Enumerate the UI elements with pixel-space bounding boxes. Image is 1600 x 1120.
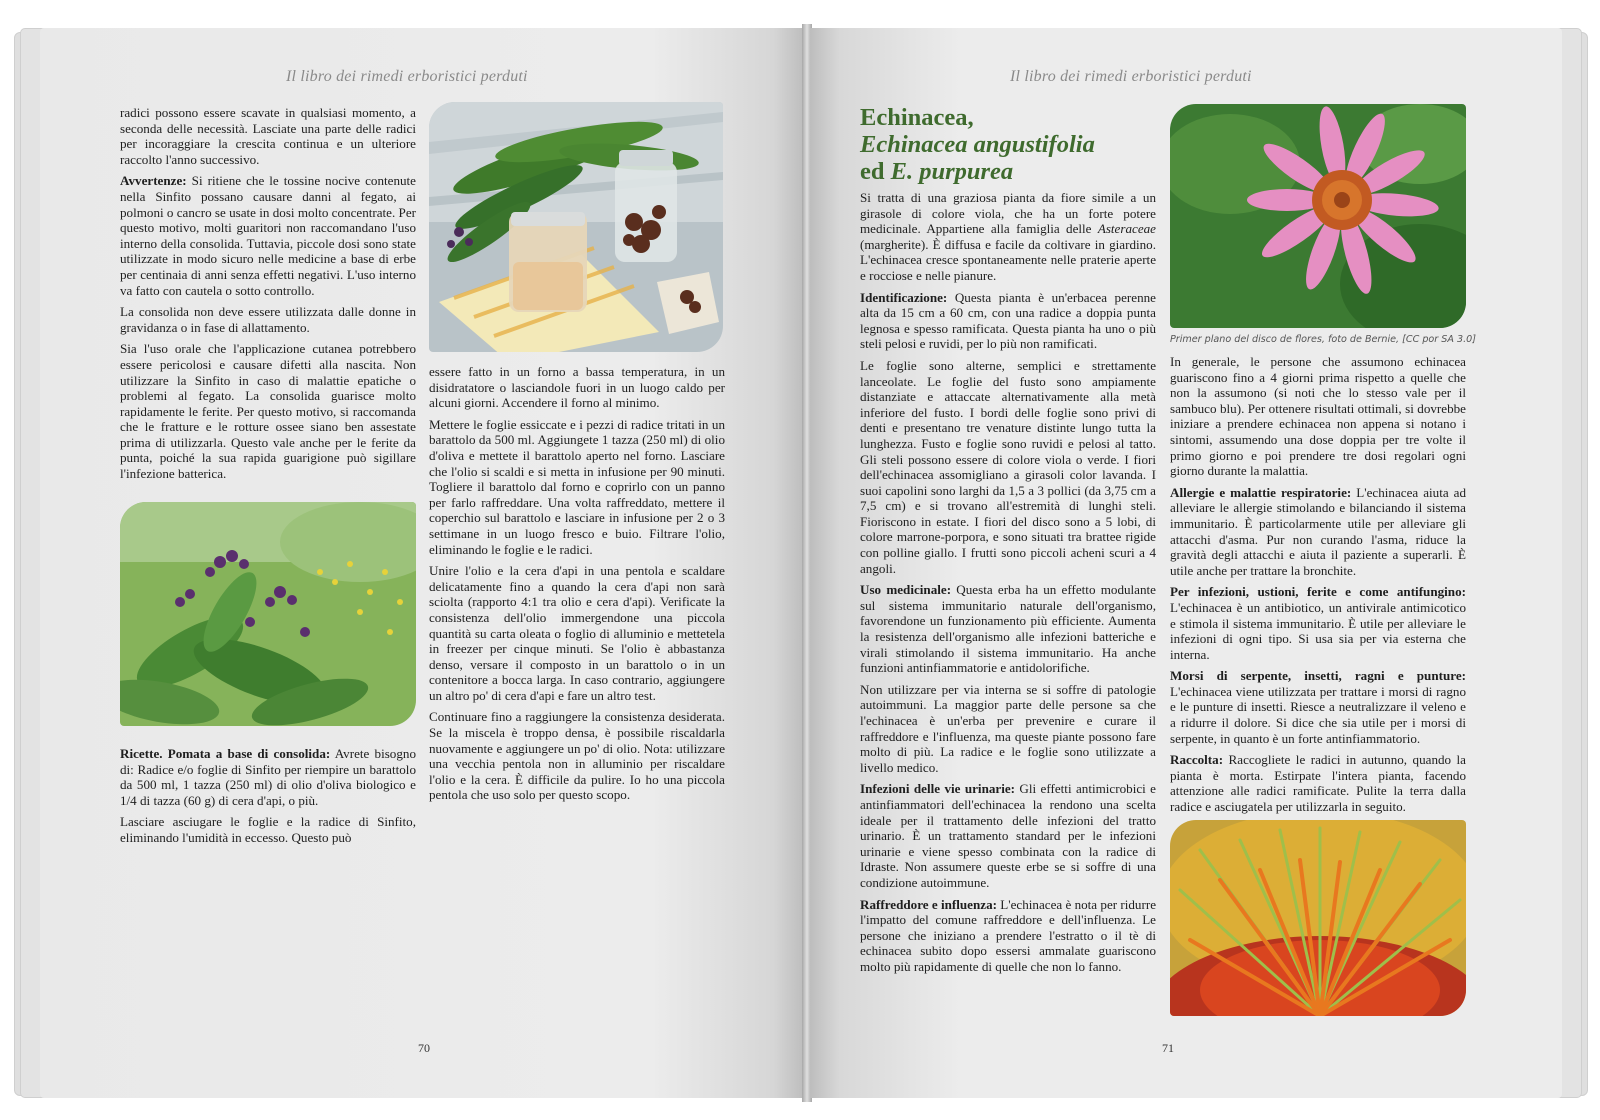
paragraph-text: Si ritiene che le tossine nocive contenute nella Sinfito possano causare danni al fegato, ai polmoni o cancro se usate in dosi molto concentrate. Per questo motivo, molti guaritori non raccomandano l'uso interno della consolida. Tuttavia, piccole dosi sono state utilizzate in modo sicuro nelle medicine a base di erbe per centinaia di anni senza effetti negativi. L'uso interno va fatto con cautela o sotto controllo. xyxy=(120,173,416,298)
paragraph xyxy=(860,190,1156,284)
paragraph-text: Questa pianta è un'erbacea perenne alta da 15 cm a 60 cm, con una radice a doppia punta legnosa e spesso ramificata. Questa pianta ha uno o più steli pelosi e ruvidi, per lo più non ramificati. xyxy=(860,289,1156,352)
paragraph xyxy=(120,746,416,808)
left-page xyxy=(40,28,804,1098)
paragraph-label: Raccolta: xyxy=(1170,752,1224,768)
paragraph-text: Avrete bisogno di: Radice e/o foglie di Sinfito per riempire un barattolo da 500 ml, 1 tazza (250 ml) di olio d'oliva biologico e 1/4 di tazza (60 g) di cera d'api, o più. xyxy=(120,746,416,808)
paragraph xyxy=(860,897,1156,975)
paragraph-label: Morsi di serpente, insetti, ragni e punture: xyxy=(1170,668,1466,684)
paragraph: Continuare fino a raggiungere la consistenza desiderata. Se la miscela è troppo densa, è possibile riscaldarla nuovamente e aggiungere un po' di olio. Nota: utilizzare una vecchia pentola non in alluminio per riscaldare l'olio e la cera. È difficile da pulire. Io ho una piccola pentola che uso solo per questo scopo. xyxy=(429,709,725,803)
paragraph xyxy=(860,582,1156,676)
paragraph-label: Infezioni delle vie urinarie: xyxy=(860,781,1016,797)
paragraph-text: Non utilizzare per via interna se si soffre di patologie autoimmuni. La maggior parte delle persone sa che l'echinacea è un'erba per prevenire e curare il raffreddore e l'influenza, ma queste piante possono fare molto di più. La radice e le foglie sono utilizzate a livello medico. xyxy=(860,681,1156,775)
left-column-2 xyxy=(429,364,725,809)
paragraph: Lasciare asciugare le foglie e la radice di Sinfito, eliminando l'umidità in eccesso. Questo può xyxy=(120,814,416,845)
paragraph: Mettere le foglie essiccate e i pezzi di radice tritati in un barattolo da 500 ml. Aggiungete 1 tazza (250 ml) di olio d'oliva e mettete il barattolo aperto nel forno. Lasciare che l'olio si scaldi e si metta in infusione per 90 minuti. Togliere il barattolo dal forno e coprirlo con un panno per farlo raffreddare. Una volta raffreddato, mettere il coperchio sul barattolo e lasciare in infusione per 2 o 3 settimane in un luogo fresco e buio. Filtrare l'olio, eliminando le foglie e le radici. xyxy=(429,416,725,557)
echinacea-flower-photo xyxy=(1170,104,1466,328)
paragraph-text: Raccogliete le radici in autunno, quando la pianta è morta. Estirpate l'intera pianta, facendo attenzione alle radici ramificate. Pulite la terra dalla radice e asciugatela per utilizzarla in seguito. xyxy=(1170,752,1466,815)
right-column-2 xyxy=(1170,354,1466,821)
paragraph-text: L'echinacea è nota per ridurre l'impatto del comune raffreddore e dell'influenza. Le persone che iniziano a prendere l'estratto o il tè di echinacea subito dopo essersi ammalate guariscono molto più rapidamente di quelle che non lo fanno. xyxy=(860,896,1157,974)
right-page xyxy=(810,28,1562,1098)
paragraph-label: Avvertenze: xyxy=(120,173,187,189)
paragraph-text: Gli effetti antimicrobici e antinfiammatori dell'echinacea la rendono una scelta ideale per il trattamento delle infezioni del tratto urinario. È un trattamento standard per le infezioni urinarie e viene spesso combinata con la radice di Idraste. Non assumere queste erbe se si soffre di una condizione autoimmune. xyxy=(860,781,1156,890)
paragraph: La consolida non deve essere utilizzata dalle donne in gravidanza o in fase di allattamento. xyxy=(120,304,416,335)
paragraph xyxy=(1170,485,1466,579)
paragraph-text: Questa erba ha un effetto modulante sul sistema immunitario naturale dell'organismo, favorendone un funzionamento più efficiente. Aumenta la resistenza dell'organismo alle infezioni batteriche e virali stimolando il sistema immunitario. Ha anche funzioni antinfiammatorie e antidolorifiche. xyxy=(860,582,1156,676)
paragraph xyxy=(1170,668,1466,746)
title-line-1: Echinacea, xyxy=(860,104,974,131)
paragraph xyxy=(1170,752,1466,814)
left-column-1 xyxy=(120,105,416,488)
paragraph-label: Raffreddore e influenza: xyxy=(860,896,997,912)
paragraph-text: L'echinacea è un antibiotico, un antivirale antimicotico e stimola il sistema immunitario. È utile per alleviare le infezioni di ogni tipo. Si usa sia per via esterna che interna. xyxy=(1170,599,1466,662)
paragraph-label: Allergie e malattie respiratorie: xyxy=(1170,484,1352,500)
left-column-1-bottom xyxy=(120,746,416,852)
paragraph xyxy=(860,682,1156,776)
open-book xyxy=(14,24,1586,1102)
paragraph-text: L'echinacea viene utilizzata per trattare i morsi di ragno e le punture di insetti. Riesce a neutralizzare il veleno e a ridurre il dolore. Si dice che sia utile per i morsi di serpente, in quanto è un forte antinfiammatorio. xyxy=(1170,683,1466,746)
paragraph-text: L'echinacea aiuta ad alleviare le allergie stimolando e bilanciando il sistema immunitario. È particolarmente utile per alleviare gli attacchi d'asma. Pur non curando l'asma, riduce la gravità degli attacchi e aiuta il paziente a superarli. È utile anche per trattare la bronchite. xyxy=(1170,484,1466,578)
paragraph-label: Per infezioni, ustioni, ferite e come antifungino: xyxy=(1170,584,1466,600)
paragraph-text: Le foglie sono alterne, semplici e strettamente lanceolate. Le foglie del fusto sono ampiamente distanziate e attaccate alternativamente alla metà inferiore del fusto. I bordi delle foglie sono privi di denti e presentano tre venature distinte lungo tutta la lunghezza. Fusto e foglie sono ruvidi e pelosi al tatto. Gli steli possono essere di colore viola o verde. I fiori dell'echinacea assomigliano a girasoli color lavanda. I suoi capolini sono larghi da 1,5 a 3 pollici (da 3,75 cm a 7,5 cm) e si trovano all'estremità di lunghi steli. Fioriscono in estate. I fiori del disco sono a 5 lobi, di colore marrone-porpora, e sono situati tra brattee rigide con polline giallo. I frutti sono piccoli acheni scuri a 4 angoli. xyxy=(860,357,1156,576)
running-header: Il libro dei rimedi erboristici perduti xyxy=(286,68,528,85)
page-number: 70 xyxy=(418,1041,430,1055)
paragraph xyxy=(1170,584,1466,662)
paragraph-label: Ricette. Pomata a base di consolida: xyxy=(120,746,331,761)
paragraph: Unire l'olio e la cera d'api in una pentola e scaldare delicatamente fino a quando la cera d'api non sarà sciolta (rapporto 4:1 tra olio e cera d'api). Verificate la consistenza dell'olio immergendone una piccola quantità su carta oleata o foglio di alluminio e mettetela in freezer per cinque minuti. Se l'olio è abbastanza denso, versare il composto in un barattolo o in un contenitore a bocca larga. In caso contrario, aggiungere un altro po' di cera d'api e fare un altro test. xyxy=(429,563,725,703)
paragraph xyxy=(860,781,1156,890)
echinacea-closeup-photo xyxy=(1170,820,1466,1016)
paragraph: radici possono essere scavate in qualsiasi momento, a seconda delle necessità. Lasciate una parte delle radici per incoraggiare la crescita continua e un ulteriore raccolto l'anno successivo. xyxy=(120,105,416,167)
paragraph-label: Identificazione: xyxy=(860,289,948,305)
title-line-2: Echinacea angustifolia xyxy=(860,131,1095,158)
chapter-title xyxy=(860,104,1150,185)
right-column-1 xyxy=(860,190,1156,981)
photo-caption: Primer plano del disco de flores, foto de Bernie, [CC por SA 3.0] xyxy=(1170,334,1476,345)
paragraph-text: Si tratta di una graziosa pianta da fiore simile a un girasole di colore viola, che ha un forte potere medicinale. Appartiene alla famiglia delle Asteraceae (margherite). È diffusa e facile da coltivare in giardino. L'echinacea cresce spontaneamente nelle praterie aperte e rocciose e nelle pianure. xyxy=(860,190,1156,283)
comfrey-plant-photo xyxy=(120,502,416,726)
running-header: Il libro dei rimedi erboristici perduti xyxy=(1010,68,1252,85)
paragraph xyxy=(1170,354,1466,479)
comfrey-salve-photo xyxy=(429,102,723,352)
paragraph xyxy=(860,290,1156,352)
paragraph-label: Uso medicinale: xyxy=(860,582,952,598)
page-number: 71 xyxy=(1162,1041,1174,1055)
paragraph: essere fatto in un forno a bassa temperatura, in un disidratatore o lasciandole fuori in un luogo caldo per alcuni giorni. Accendere il forno al minimo. xyxy=(429,364,725,411)
title-line-3: ed E. purpurea xyxy=(860,158,1014,185)
paragraph-text: In generale, le persone che assumono echinacea guariscono fino a 4 giorni prima rispetto a quelle che non la assumono (si noti che lo stesso vale per il sambuco blu). Per ottenere risultati ottimali, si dovrebbe iniziare a prendere echinacea non appena si notano i sintomi, assumendo una dose doppia per tre volte il primo giorno e poi prendere tre dosi regolari ogni giorno durante la malattia. xyxy=(1170,354,1466,479)
paragraph: Sia l'uso orale che l'applicazione cutanea potrebbero essere pericolosi e causare difetti alla nascita. Non utilizzare la Sinfito in caso di malattie epatiche o problemi al fegato. La consolida guarisce molto rapidamente le ferite. Per questo motivo, si raccomanda che le fratture e le rotture ossee siano ben assestate prima di utilizzarla. Questo vale anche per le ferite da punta, poiché la sua rapida guarigione può sigillare l'infezione batterica. xyxy=(120,341,416,482)
paragraph xyxy=(860,358,1156,576)
paragraph xyxy=(120,173,416,298)
